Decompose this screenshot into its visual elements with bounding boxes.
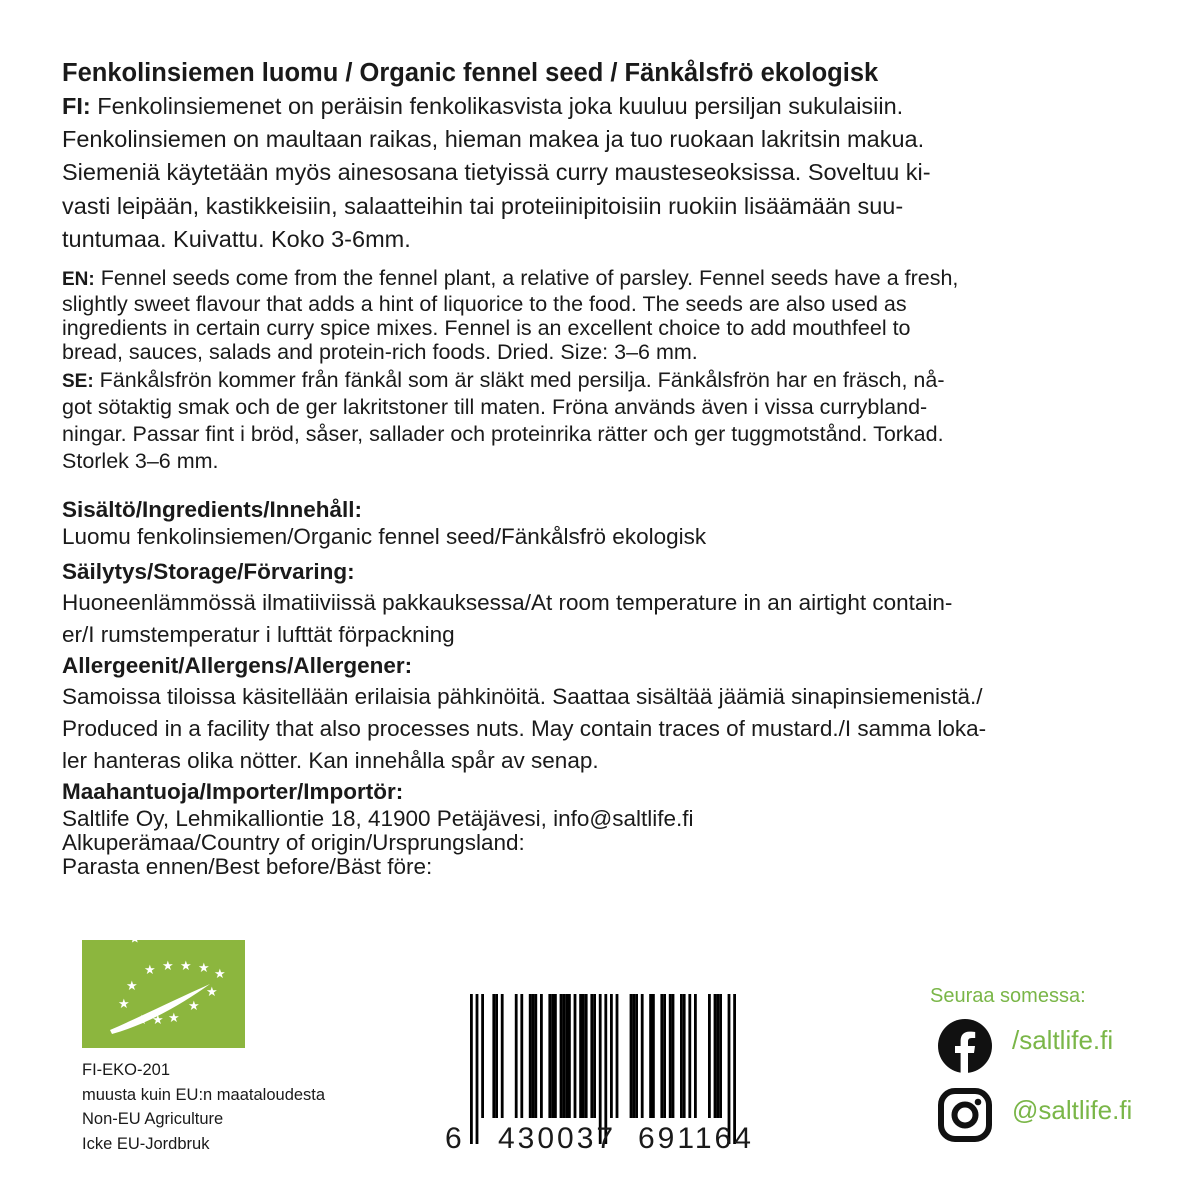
barcode-bar (554, 994, 557, 1118)
svg-text:★: ★ (162, 959, 174, 974)
description-en-line: bread, sauces, salads and protein-rich foods. Dried. Size: 3–6 mm. (62, 340, 698, 365)
eu-leaf-icon (82, 940, 245, 1048)
ingredients-value: Luomu fenkolinsiemen/Organic fennel seed/Fänkålsfrö ekologisk (62, 524, 707, 550)
barcode-bar (688, 994, 691, 1118)
barcode-bar (548, 994, 551, 1118)
description-fi-line: tuntumaa. Kuivattu. Koko 3-6mm. (62, 225, 411, 252)
lang-tag-fi: FI: (62, 93, 91, 119)
facebook-handle: /saltlife.fi (1012, 1025, 1114, 1055)
barcode-left-digit: 6 (445, 1122, 462, 1155)
best-before: Parasta ennen/Best before/Bäst före: (62, 854, 433, 880)
lang-tag-en: EN: (62, 269, 95, 291)
social-title: Seuraa somessa: (930, 985, 1086, 1007)
eu-control-code: FI-EKO-201 (82, 1061, 171, 1079)
barcode-bar (529, 994, 532, 1118)
facebook-icon (938, 1019, 992, 1073)
lang-tag-se: SE: (62, 371, 94, 393)
barcode-bar (616, 994, 619, 1118)
barcode-bar (492, 994, 495, 1118)
barcode-bar (481, 994, 484, 1118)
barcode-left-group: 430037 (498, 1122, 617, 1155)
description-fi-line: Fenkolinsiemen on maultaan raikas, hieman makea ja tuo ruokaan lakritsin makua. (62, 126, 925, 153)
barcode-bar (660, 994, 663, 1118)
barcode-bar (515, 994, 518, 1118)
storage-line: Huoneenlämmössä ilmatiiviissä pakkauksessa/At room temperature in an airtight contain- (62, 590, 953, 616)
barcode-bar (652, 994, 655, 1118)
importer-heading: Maahantuoja/Importer/Importör: (62, 779, 404, 805)
barcode-bar (470, 994, 473, 1144)
barcode-bar (669, 994, 672, 1118)
svg-text:★: ★ (126, 979, 138, 994)
barcode-bar (534, 994, 537, 1118)
importer-address: Saltlife Oy, Lehmikalliontie 18, 41900 Petäjävesi, info@saltlife.fi (62, 806, 694, 832)
svg-text:★: ★ (152, 1013, 164, 1028)
eu-organic-codes (82, 1058, 325, 1156)
barcode-bar (540, 994, 543, 1118)
barcode-bar (560, 994, 563, 1118)
svg-text:★: ★ (180, 959, 192, 974)
barcode-bar (532, 994, 535, 1118)
svg-text:★: ★ (118, 997, 130, 1012)
svg-text:★: ★ (144, 963, 156, 978)
description-fi-line: FI: Fenkolinsiemenet on peräisin fenkolikasvista joka kuuluu persiljan sukulaisiin. (62, 93, 904, 119)
barcode-bar (635, 994, 638, 1118)
description-fi-line: vasti leipään, kastikkeisiin, salaatteihin tai proteiinipitoisiin ruokiin lisäämään suu- (62, 192, 904, 219)
barcode-bar (716, 994, 719, 1118)
svg-text:★: ★ (214, 967, 226, 982)
barcode-bar (680, 994, 683, 1118)
ingredients-heading: Sisältö/Ingredients/Innehåll: (62, 497, 363, 523)
barcode-bar (585, 994, 588, 1118)
svg-text:★: ★ (168, 1011, 180, 1026)
description-se-line: got sötaktig smak och de ger lakritstoner till maten. Fröna används även i vissa currybland- (62, 395, 928, 420)
allergens-line: Samoissa tiloissa käsitellään erilaisia pähkinöitä. Saattaa sisältää jäämiä sinapinsiemenistä./ (62, 684, 983, 710)
description-en (62, 266, 1152, 364)
barcode-bar (495, 994, 498, 1118)
barcode-bar (582, 994, 585, 1118)
barcode-bar (714, 994, 717, 1118)
barcode-bar (579, 994, 582, 1118)
barcode-bar (663, 994, 666, 1118)
storage-section (62, 557, 1152, 651)
storage-line: er/I rumstemperatur i lufttät förpackning (62, 622, 455, 648)
barcode-bar (630, 994, 633, 1118)
barcode-bar (649, 994, 652, 1118)
barcode-bar (610, 994, 613, 1118)
description-se-line: SE: Fänkålsfrön kommer från fänkål som är släkt med persilja. Fänkålsfrön har en fräsch, nå- (62, 368, 945, 393)
allergens-section (62, 651, 1152, 777)
barcode-bar (565, 994, 568, 1118)
description-en-line: slightly sweet flavour that adds a hint of liquorice to the food. The seeds are also used as (62, 292, 907, 317)
barcode-bar (476, 994, 479, 1144)
barcode-bar (562, 994, 565, 1118)
description-se-line: Storlek 3–6 mm. (62, 449, 219, 474)
social-block (930, 985, 1190, 1165)
barcode-bar (501, 994, 504, 1118)
label-text (62, 56, 1152, 879)
eu-organic-leaf-logo (82, 940, 245, 1048)
svg-text:★: ★ (188, 999, 200, 1014)
product-title: Fenkolinsiemen luomu / Organic fennel seed / Fänkålsfrö ekologisk (62, 59, 879, 87)
barcode-bar (590, 994, 593, 1118)
storage-value (62, 587, 1152, 651)
storage-heading: Säilytys/Storage/Förvaring: (62, 559, 355, 585)
barcode-bar (683, 994, 686, 1118)
importer-section (62, 777, 1152, 879)
allergens-value (62, 681, 1152, 777)
eu-origin-se: Icke EU-Jordbruk (82, 1134, 210, 1153)
instagram-icon (938, 1088, 992, 1142)
description-en-line: EN: Fennel seeds come from the fennel plant, a relative of parsley. Fennel seeds have a fresh, (62, 266, 959, 291)
barcode-right-group: 691164 (638, 1122, 754, 1155)
barcode-graphic (440, 990, 780, 1160)
barcode-bar (719, 994, 722, 1118)
description-se-line: ningar. Passar fint i bröd, såser, sallader och proteinrika rätter och ger tuggmotstånd. Torkad. (62, 422, 944, 447)
description-en-line: ingredients in certain curry spice mixes. Fennel is an excellent choice to add mouthfeel to (62, 316, 911, 341)
description-se (62, 368, 1152, 475)
ean13-barcode (440, 990, 780, 1160)
barcode-bar (574, 994, 577, 1118)
barcode-bar (593, 994, 596, 1118)
instagram-handle: @saltlife.fi (1012, 1095, 1133, 1125)
barcode-bar (568, 994, 571, 1118)
barcode-bar (672, 994, 675, 1118)
svg-text:★: ★ (206, 985, 218, 1000)
allergens-line: Produced in a facility that also processes nuts. May contain traces of mustard./I samma loka- (62, 716, 987, 742)
allergens-heading: Allergeenit/Allergens/Allergener: (62, 653, 413, 679)
barcode-bar (641, 994, 644, 1118)
barcode-bar (520, 994, 523, 1118)
ingredients-section (62, 495, 1152, 549)
allergens-line: ler hanteras olika nötter. Kan innehålla spår av senap. (62, 748, 599, 774)
eu-origin-en: Non-EU Agriculture (82, 1110, 224, 1128)
description-fi-line: Siemeniä käytetään myös ainesosana tietyissä curry mausteseoksissa. Soveltuu ki- (62, 159, 931, 186)
barcode-bar (694, 994, 697, 1118)
svg-text:★: ★ (198, 961, 210, 976)
description-fi (62, 90, 1152, 256)
barcode-bar (551, 994, 554, 1118)
importer-value (62, 807, 1152, 879)
eu-origin-fi: muusta kuin EU:n maataloudesta (82, 1085, 326, 1104)
country-of-origin: Alkuperämaa/Country of origin/Ursprungsland: (62, 830, 525, 856)
barcode-bar (708, 994, 711, 1118)
barcode-bar (632, 994, 635, 1118)
